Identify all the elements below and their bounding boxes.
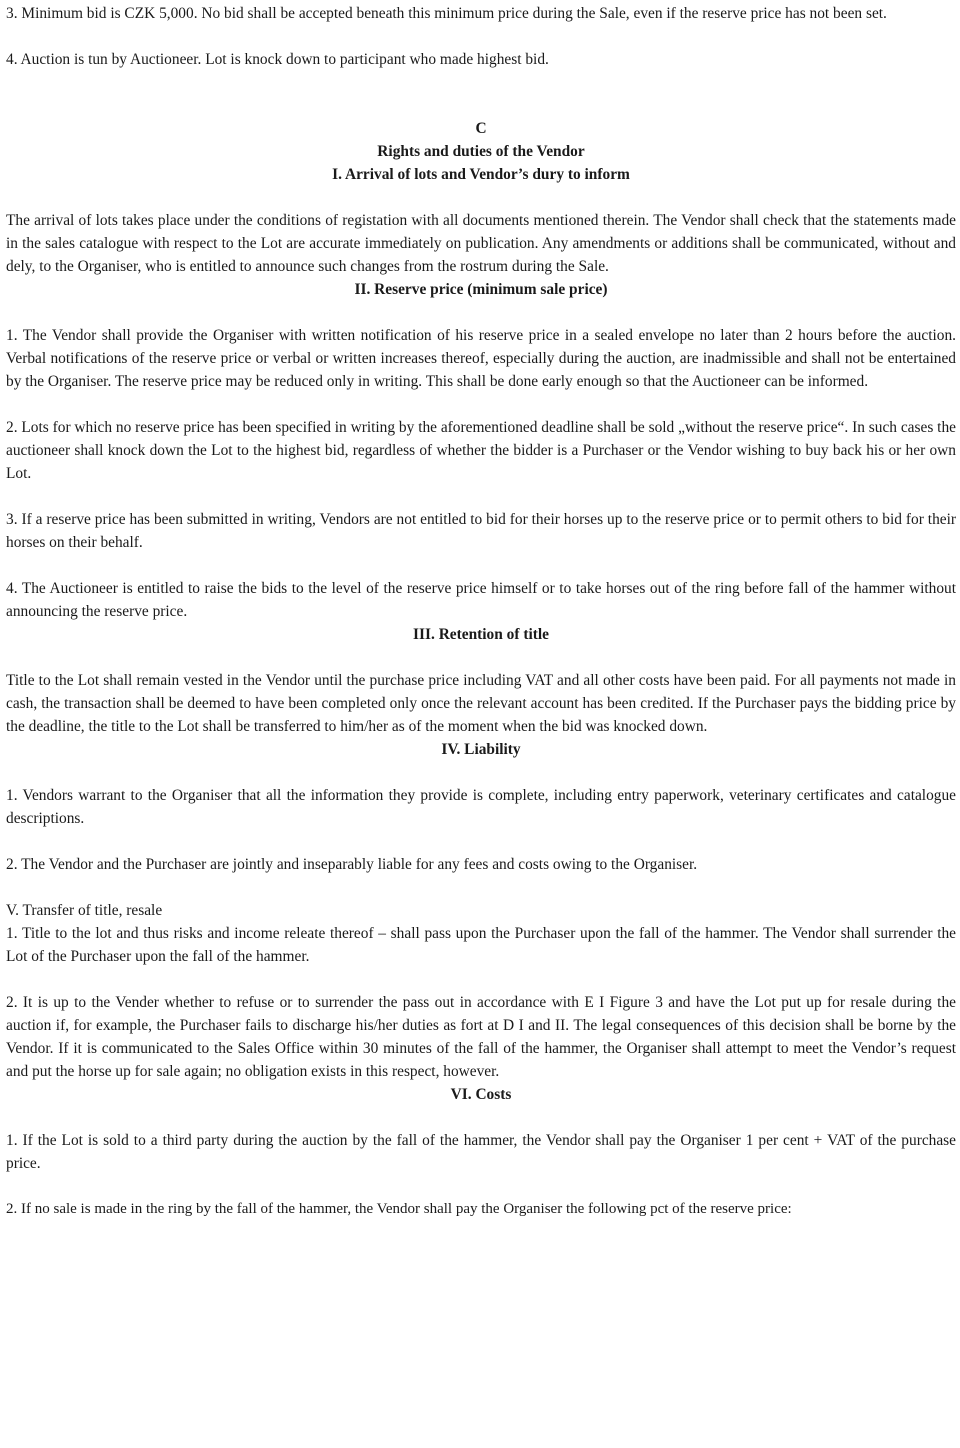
paragraph-retention-of-title: Title to the Lot shall remain vested in the Vendor until the purchase price including VAT and all other costs have been paid. For all payments not made in cash, the transaction shall be deemed to have been completed only once the relevant account has been credited. If the Purchaser pays the bidding price by the deadline, the title to the Lot shall be transferred to him/her as of the moment when the bid was knocked down. [6,672,956,735]
paragraph-liability-1: 1. Vendors warrant to the Organiser that all the information they provide is complete, including entry paperwork, veterinary certificates and catalogue descriptions. [6,787,956,827]
document-page [6,2,956,1221]
paragraph-reserve-price-4: 4. The Auctioneer is entitled to raise the bids to the level of the reserve price himself or to take horses out of the ring before fall of the hammer without announcing the reserve price. [6,580,956,620]
heading-transfer-of-title: V. Transfer of title, resale [6,902,163,919]
heading-reserve-price: II. Reserve price (minimum sale price) [354,281,608,298]
paragraph-minimum-bid: 3. Minimum bid is CZK 5,000. No bid shall be accepted beneath this minimum price during the Sale, even if the reserve price has not been set. [6,5,887,22]
heading-arrival-of-lots: I. Arrival of lots and Vendor’s dury to inform [332,166,630,183]
paragraph-reserve-price-2: 2. Lots for which no reserve price has been specified in writing by the aforementioned deadline shall be sold „without the reserve price“. In such cases the auctioneer shall knock down the Lot to the highest bid, regardless of whether the bidder is a Purchaser or the Vendor wishing to buy back his or her own Lot. [6,419,956,482]
heading-retention-of-title: III. Retention of title [413,626,549,643]
paragraph-auctioneer: 4. Auction is tun by Auctioneer. Lot is knock down to participant who made highest bid. [6,51,549,68]
heading-liability: IV. Liability [441,741,521,758]
paragraph-transfer-of-title-2: 2. It is up to the Vender whether to refuse or to surrender the pass out in accordance with E I Figure 3 and have the Lot put up for resale during the auction if, for example, the Purchaser fails to discharge his/her duties as fort at D I and II. The legal consequences of this decision shall be borne by the Vendor. If it is communicated to the Sales Office within 30 minutes of the fall of the hammer, the Organiser shall attempt to meet the Vendor’s request and put the horse up for sale again; no obligation exists in this respect, however. [6,994,956,1080]
section-title: Rights and duties of the Vendor [377,143,585,160]
paragraph-costs-2: 2. If no sale is made in the ring by the fall of the hammer, the Vendor shall pay the Organiser the following pct of the reserve price: [6,1201,792,1217]
paragraph-costs-1: 1. If the Lot is sold to a third party during the auction by the fall of the hammer, the Vendor shall pay the Organiser 1 per cent + VAT of the purchase price. [6,1132,956,1172]
paragraph-transfer-of-title-1: 1. Title to the lot and thus risks and income releate thereof – shall pass upon the Purchaser upon the fall of the hammer. The Vendor shall surrender the Lot of the Purchaser upon the fall of the hammer. [6,925,956,965]
heading-costs: VI. Costs [450,1086,512,1103]
paragraph-reserve-price-1: 1. The Vendor shall provide the Organiser with written notification of his reserve price in a sealed envelope no later than 2 hours before the auction. Verbal notifications of the reserve price or verbal or written increases thereof, especially during the auction, are inadmissible and shall not be entertained by the Organiser. The reserve price may be reduced only in writing. This shall be done early enough so that the Auctioneer can be informed. [6,327,956,390]
paragraph-arrival-of-lots: The arrival of lots takes place under the conditions of registation with all documents mentioned therein. The Vendor shall check that the statements made in the sales catalogue with respect to the Lot are accurate immediately on publication. Any amendments or additions shall be communicated, without and dely, to the Organiser, who is entitled to announce such changes from the rostrum during the Sale. [6,212,956,275]
paragraph-reserve-price-3: 3. If a reserve price has been submitted in writing, Vendors are not entitled to bid for their horses up to the reserve price or to permit others to bid for their horses on their behalf. [6,511,956,551]
paragraph-liability-2: 2. The Vendor and the Purchaser are jointly and inseparably liable for any fees and costs owing to the Organiser. [6,856,698,873]
section-letter: C [475,120,487,137]
